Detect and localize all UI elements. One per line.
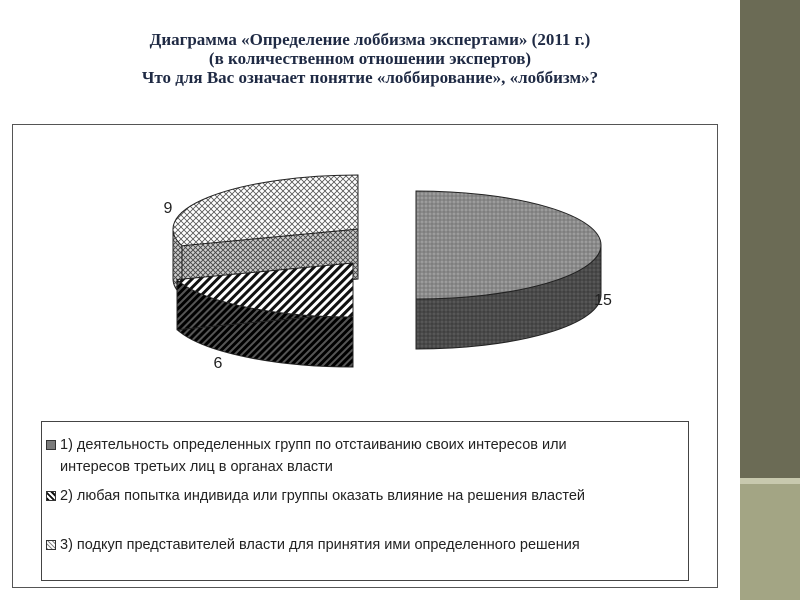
data-label-2: 6	[213, 355, 223, 372]
legend-item-2	[46, 485, 686, 507]
chart-frame	[12, 124, 718, 588]
pie-slice-2	[177, 263, 353, 367]
legend-label-3: 3) подкуп представителей власти для принятия ими определенного решения	[60, 537, 580, 553]
legend-swatch-3	[46, 540, 56, 550]
pie-slice-1	[416, 191, 601, 349]
legend-label-1-line-2: интересов третьих лиц в органах власти	[60, 459, 333, 475]
data-label-3: 9	[163, 200, 173, 217]
title-line-2: (в количественном отношении экспертов)	[208, 49, 532, 68]
slide-accent-band	[740, 478, 800, 600]
legend-label-1-line-1: 1) деятельность определенных групп по отстаиванию своих интересов или	[60, 437, 567, 453]
legend-swatch-2	[46, 491, 56, 501]
chart-legend	[41, 421, 689, 581]
legend-item-3	[46, 534, 686, 556]
data-label-1: 15	[594, 292, 612, 309]
title-line-1: Диаграмма «Определение лоббизма экспертами» (2011 г.)	[149, 30, 591, 49]
legend-item-1	[46, 434, 686, 478]
slide-accent-line	[740, 478, 800, 484]
legend-label-2: 2) любая попытка индивида или группы оказать влияние на решения властей	[60, 488, 585, 504]
chart-title	[30, 30, 710, 87]
legend-swatch-1	[46, 440, 56, 450]
title-line-3: Что для Вас означает понятие «лоббирование», «лоббизм»?	[141, 68, 599, 87]
